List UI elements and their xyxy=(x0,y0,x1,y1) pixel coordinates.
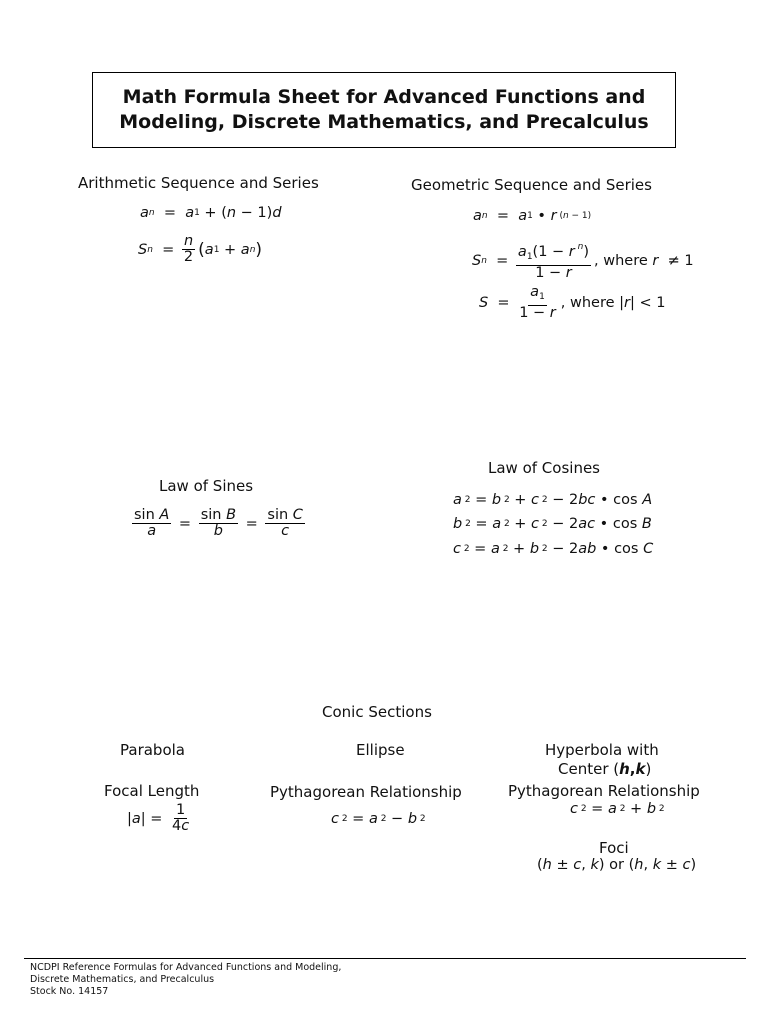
foci-or-text: or xyxy=(609,857,624,873)
footer-stock-number: Stock No. 14157 xyxy=(30,986,109,997)
law-of-cosines-heading: Law of Cosines xyxy=(488,459,600,477)
parabola-heading: Parabola xyxy=(120,741,185,759)
hyperbola-center-label: Center ( xyxy=(558,760,620,778)
hyperbola-heading-line-2: Center (h,k) xyxy=(558,760,652,778)
footer-line-1: NCDPI Reference Formulas for Advanced Functions and Modeling, xyxy=(30,962,342,973)
ellipse-pythagorean-heading: Pythagorean Relationship xyxy=(270,783,462,801)
geometric-nth-term-formula: a n = a 1 • r (n − 1) xyxy=(473,208,592,224)
ellipse-pythagorean-formula: c 2 = a 2 − b 2 xyxy=(331,811,426,827)
geometric-infinite-sum-formula: S = $\frac{a_1}{1 - r}$ , where | r | < 1 xyxy=(479,284,666,321)
conic-sections-heading: Conic Sections xyxy=(322,703,432,721)
arithmetic-nth-term-formula: a n = a 1 + ( n − 1) d xyxy=(140,205,282,221)
focal-length-heading: Focal Length xyxy=(104,782,200,800)
hyperbola-pythagorean-heading: Pythagorean Relationship xyxy=(508,782,700,800)
where-text: , where xyxy=(560,295,615,311)
foci-formula: ( h ± c , k ) or ( h , k ± c ) xyxy=(537,857,697,873)
footer xyxy=(30,962,341,998)
hyperbola-pythagorean-formula: c 2 = a 2 + b 2 xyxy=(570,801,665,817)
arithmetic-sum-formula: S n = $\frac{n}{2}$ ( a 1 + a n ) xyxy=(138,233,263,265)
law-of-sines-formula: $\frac{\text{sin A}}{a}$ = $\frac{\text{sin B}}{b}$ = $\frac{\text{sin C}}{c}$ xyxy=(134,507,303,539)
hyperbola-heading-line-1: Hyperbola with xyxy=(545,741,659,759)
geometric-sum-formula: S n = $\frac{a_1(1 - r ^n)}{1 - r}$ , where r ≠ 1 xyxy=(472,242,694,281)
foci-heading: Foci xyxy=(599,839,629,857)
title-line-1: Math Formula Sheet for Advanced Functions and xyxy=(122,86,646,108)
law-of-sines-heading: Law of Sines xyxy=(159,477,254,495)
footer-divider xyxy=(24,958,746,959)
focal-length-formula: | a | = $\frac{1}{4c}$ xyxy=(127,802,190,834)
law-of-cosines-a-formula: a 2 = b 2 + c 2 − 2 bc • cos A xyxy=(453,492,653,508)
law-of-cosines-c-formula: c 2 = a 2 + b 2 − 2 ab • cos C xyxy=(453,541,654,557)
arithmetic-heading: Arithmetic Sequence and Series xyxy=(78,174,319,192)
geometric-heading: Geometric Sequence and Series xyxy=(411,176,652,194)
law-of-cosines-b-formula: b 2 = a 2 + c 2 − 2 ac • cos B xyxy=(453,516,652,532)
where-text: , where xyxy=(594,252,648,269)
title-box xyxy=(92,72,676,148)
footer-line-2: Discrete Mathematics, and Precalculus xyxy=(30,974,215,985)
ellipse-heading: Ellipse xyxy=(356,741,405,759)
title-line-2: Modeling, Discrete Mathematics, and Precalculus xyxy=(119,111,649,133)
